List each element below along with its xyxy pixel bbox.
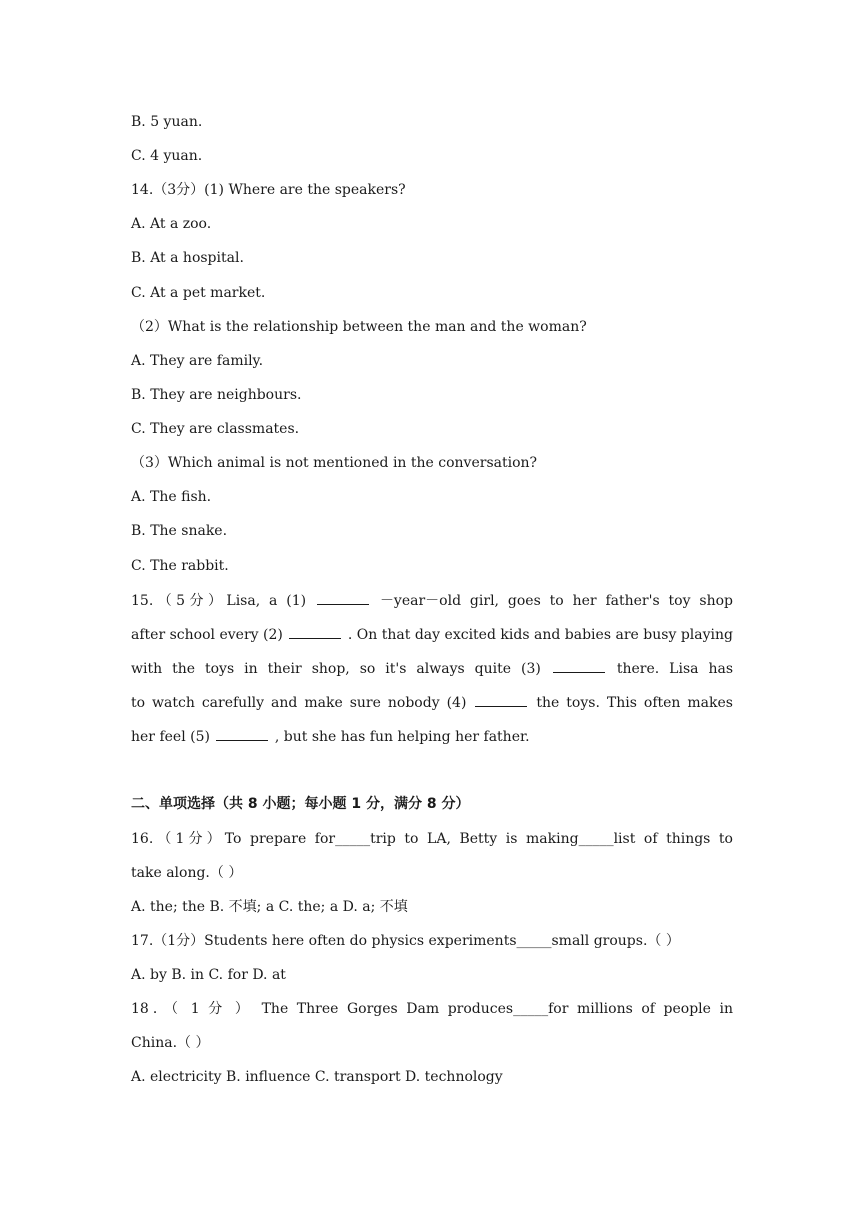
q15-blank-4[interactable] xyxy=(475,693,527,707)
q14-3-option-a: A. The fish. xyxy=(131,489,212,505)
q14-1-option-b: B. At a hospital. xyxy=(131,250,244,266)
q15-line-4-text-a: to watch carefully and make sure nobody (4) xyxy=(131,695,467,711)
q15-line-3 xyxy=(131,659,733,678)
q13-option-b: B. 5 yuan. xyxy=(131,114,203,130)
q15-line-1 xyxy=(131,591,733,610)
q15-blank-5[interactable] xyxy=(216,727,268,741)
q18-options: A. electricity B. influence C. transport D. technology xyxy=(131,1069,503,1085)
q17-options: A. by B. in C. for D. at xyxy=(131,967,286,983)
q15-line-2-text-b: . On that day excited kids and babies are busy playing xyxy=(347,627,733,643)
q15-line-2-text-a: after school every (2) xyxy=(131,627,283,643)
q15-line-1-text-b: －year－old girl, goes to her father's toy shop xyxy=(379,593,734,609)
q14-2-option-b: B. They are neighbours. xyxy=(131,387,302,403)
q14-2-option-c: C. They are classmates. xyxy=(131,421,300,437)
q15-line-5 xyxy=(131,727,733,746)
q14-1-option-c: C. At a pet market. xyxy=(131,285,266,301)
q18-stem-line-1: 18．（ 1 分 ） The Three Gorges Dam produces_____for millions of people in xyxy=(131,1001,733,1017)
q15-blank-1[interactable] xyxy=(317,591,369,605)
q15-line-4 xyxy=(131,693,733,712)
q14-3-stem: （3）Which animal is not mentioned in the conversation? xyxy=(131,455,538,471)
q16-stem-line-2: take along.（ ） xyxy=(131,865,243,881)
q15-line-1-text-a: 15.（5分）Lisa, a (1) xyxy=(131,593,307,609)
q15-line-5-text-a: her feel (5) xyxy=(131,729,210,745)
q17-stem: 17.（1分）Students here often do physics experiments_____small groups.（ ） xyxy=(131,933,680,949)
q15-line-3-text-b: there. Lisa has xyxy=(616,661,734,677)
q15-line-3-text-a: with the toys in their shop, so it's always quite (3) xyxy=(131,661,541,677)
q15-line-5-text-b: , but she has fun helping her father. xyxy=(274,729,530,745)
q14-stem: 14.（3分）(1) Where are the speakers? xyxy=(131,182,406,198)
q14-3-option-c: C. The rabbit. xyxy=(131,558,229,574)
q14-2-stem: （2）What is the relationship between the man and the woman? xyxy=(131,319,587,335)
q15-line-2 xyxy=(131,625,733,644)
q15-line-4-text-b: the toys. This often makes xyxy=(536,695,733,711)
q18-stem-line-2: China.（ ） xyxy=(131,1035,210,1051)
q14-1-option-a: A. At a zoo. xyxy=(131,216,212,232)
q13-option-c: C. 4 yuan. xyxy=(131,148,203,164)
section-2-title: 二、单项选择（共 8 小题；每小题 1 分，满分 8 分） xyxy=(131,796,470,812)
q15-blank-3[interactable] xyxy=(553,659,605,673)
q15-blank-2[interactable] xyxy=(289,625,341,639)
q16-stem-line-1: 16.（1分）To prepare for_____trip to LA, Betty is making_____list of things to xyxy=(131,831,733,847)
q16-options: A. the; the B. 不填; a C. the; a D. a; 不填 xyxy=(131,899,408,915)
q14-3-option-b: B. The snake. xyxy=(131,523,228,539)
q14-2-option-a: A. They are family. xyxy=(131,353,264,369)
